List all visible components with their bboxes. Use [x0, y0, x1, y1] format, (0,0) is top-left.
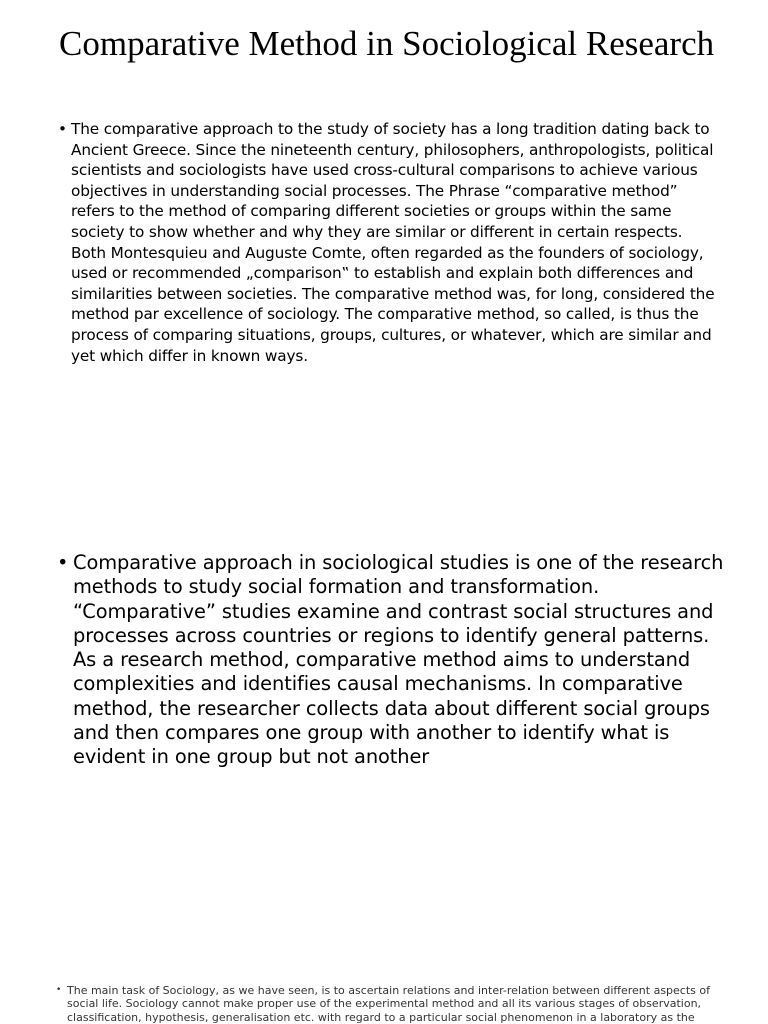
bullet-marker: • — [57, 551, 69, 574]
bullet-text: Comparative approach in sociological studies is one of the research methods to study social formation and transformation. “Comparative” studies examine and contrast social structures and processes across countries or regions to identify general patterns. As a research method, comparative method aims to understand complexities and identifies causal mechanisms. In comparative method, the researcher collects data about different social groups and then compares one group with another to identify what is evident in one group but not another — [73, 551, 724, 769]
bullet-marker: • — [58, 120, 67, 138]
bullet-text: The main task of Sociology, as we have seen, is to ascertain relations and inter-relation between different aspects of social life. Sociology cannot make proper use of the experimental method and all its various stages of observation, classification, hypothesis, generalisation etc. with regard to a particular social phenomenon in a laboratory as the — [67, 984, 710, 1024]
bullet-paragraph-task — [56, 984, 717, 1024]
page-title: Comparative Method in Sociological Research — [59, 24, 715, 63]
bullet-marker: • — [56, 985, 62, 995]
bullet-text: The comparative approach to the study of society has a long tradition dating back to Ancient Greece. Since the nineteenth century, philosophers, anthropologists, political scientists and sociologists have used cross-cultural comparisons to achieve various objectives in understanding social processes. The Phrase “comparative method” refers to the method of comparing different societies or groups within the same society to show whether and why they are similar or different in certain respects. Both Montesquieu and Auguste Comte, often regarded as the founders of sociology, used or recommended „comparison‟ to establish and explain both differences and similarities between societies. The comparative method was, for long, considered the method par excellence of sociology. The comparative method, so called, is thus the process of comparing situations, groups, cultures, or whatever, which are similar and yet which differ in known ways. — [71, 120, 715, 365]
bullet-paragraph-history — [58, 119, 719, 366]
bullet-paragraph-definition — [57, 551, 733, 770]
